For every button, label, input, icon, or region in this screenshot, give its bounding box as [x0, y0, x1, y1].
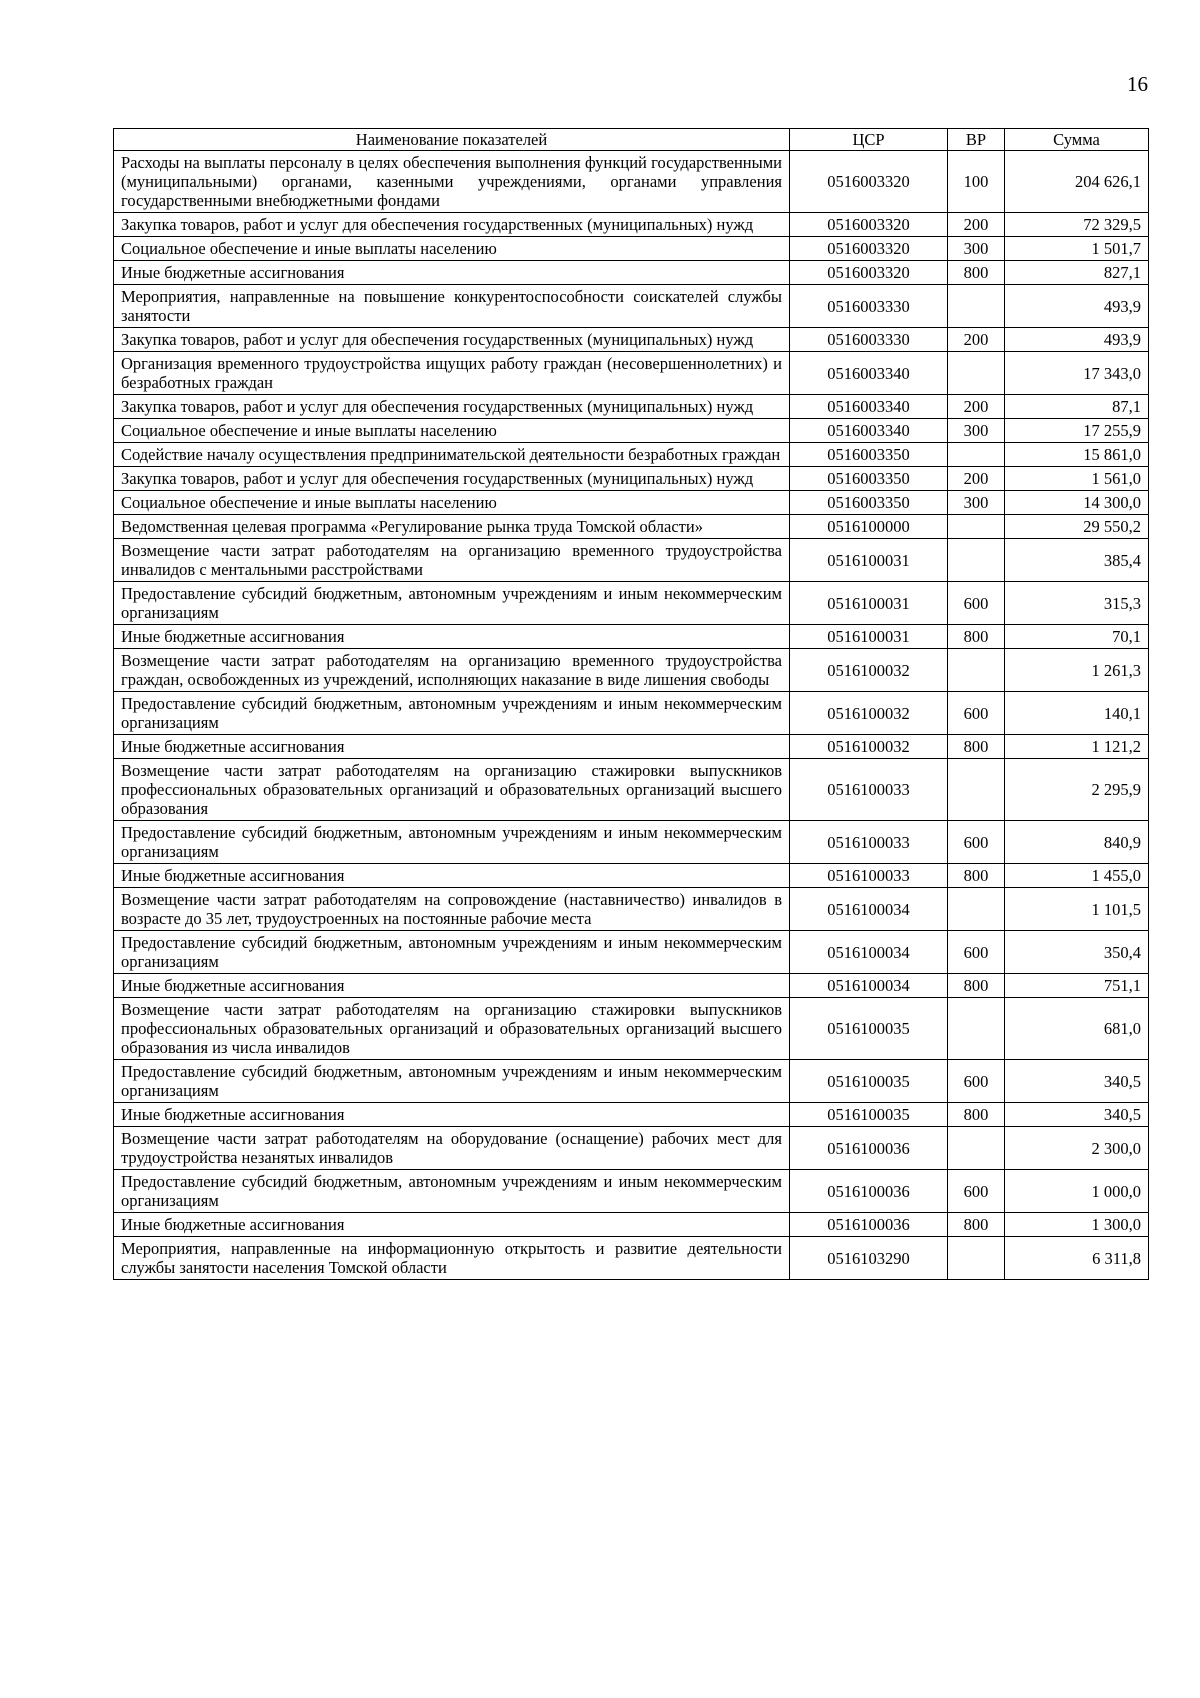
row-sum-cell: 29 550,2 — [1005, 515, 1149, 539]
row-csr-cell: 0516100035 — [790, 1103, 948, 1127]
row-csr-cell: 0516100036 — [790, 1170, 948, 1213]
row-name-cell: Предоставление субсидий бюджетным, автономным учреждениям и иным некоммерческим организациям — [114, 931, 790, 974]
row-vr-cell: 300 — [948, 237, 1005, 261]
row-vr-cell: 100 — [948, 151, 1005, 213]
row-vr-cell — [948, 285, 1005, 328]
table-row — [114, 352, 1149, 395]
row-sum-cell: 1 121,2 — [1005, 735, 1149, 759]
table-row — [114, 1060, 1149, 1103]
row-vr-cell — [948, 649, 1005, 692]
table-row — [114, 395, 1149, 419]
row-csr-cell: 0516100035 — [790, 998, 948, 1060]
row-sum-cell: 72 329,5 — [1005, 213, 1149, 237]
row-name-cell: Ведомственная целевая программа «Регулирование рынка труда Томской области» — [114, 515, 790, 539]
table-row — [114, 328, 1149, 352]
row-name-cell: Предоставление субсидий бюджетным, автономным учреждениям и иным некоммерческим организациям — [114, 821, 790, 864]
row-sum-cell: 493,9 — [1005, 328, 1149, 352]
row-name-cell: Иные бюджетные ассигнования — [114, 864, 790, 888]
row-sum-cell: 493,9 — [1005, 285, 1149, 328]
row-sum-cell: 204 626,1 — [1005, 151, 1149, 213]
row-vr-cell: 300 — [948, 491, 1005, 515]
row-sum-cell: 1 000,0 — [1005, 1170, 1149, 1213]
row-csr-cell: 0516103290 — [790, 1237, 948, 1280]
row-vr-cell: 800 — [948, 864, 1005, 888]
row-csr-cell: 0516100033 — [790, 864, 948, 888]
row-sum-cell: 385,4 — [1005, 539, 1149, 582]
table-row — [114, 998, 1149, 1060]
row-name-cell: Закупка товаров, работ и услуг для обеспечения государственных (муниципальных) нужд — [114, 328, 790, 352]
row-name-cell: Возмещение части затрат работодателям на оборудование (оснащение) рабочих мест для трудоустройства незанятых инвалидов — [114, 1127, 790, 1170]
row-name-cell: Предоставление субсидий бюджетным, автономным учреждениям и иным некоммерческим организациям — [114, 692, 790, 735]
table-row — [114, 1103, 1149, 1127]
table-row — [114, 1237, 1149, 1280]
row-csr-cell: 0516100034 — [790, 931, 948, 974]
row-csr-cell: 0516100036 — [790, 1127, 948, 1170]
row-csr-cell: 0516100036 — [790, 1213, 948, 1237]
row-name-cell: Мероприятия, направленные на информационную открытость и развитие деятельности службы занятости населения Томской области — [114, 1237, 790, 1280]
table-row — [114, 419, 1149, 443]
row-vr-cell — [948, 443, 1005, 467]
table-row — [114, 285, 1149, 328]
row-name-cell: Иные бюджетные ассигнования — [114, 1213, 790, 1237]
table-row — [114, 261, 1149, 285]
table-row — [114, 491, 1149, 515]
row-vr-cell: 600 — [948, 821, 1005, 864]
row-name-cell: Закупка товаров, работ и услуг для обеспечения государственных (муниципальных) нужд — [114, 213, 790, 237]
row-vr-cell: 600 — [948, 582, 1005, 625]
table-row — [114, 692, 1149, 735]
row-vr-cell — [948, 998, 1005, 1060]
row-vr-cell: 600 — [948, 692, 1005, 735]
row-name-cell: Возмещение части затрат работодателям на организацию временного трудоустройства граждан, освобожденных из учреждений, исполняющих наказание в виде лишения свободы — [114, 649, 790, 692]
table-row — [114, 625, 1149, 649]
row-name-cell: Социальное обеспечение и иные выплаты населению — [114, 237, 790, 261]
table-row — [114, 213, 1149, 237]
row-name-cell: Иные бюджетные ассигнования — [114, 974, 790, 998]
row-vr-cell: 200 — [948, 213, 1005, 237]
row-vr-cell: 600 — [948, 1170, 1005, 1213]
row-sum-cell: 1 261,3 — [1005, 649, 1149, 692]
row-sum-cell: 315,3 — [1005, 582, 1149, 625]
table-row — [114, 974, 1149, 998]
table-row — [114, 237, 1149, 261]
row-vr-cell: 800 — [948, 735, 1005, 759]
row-sum-cell: 681,0 — [1005, 998, 1149, 1060]
header-row — [114, 129, 1149, 151]
header-csr: ЦСР — [790, 129, 948, 151]
row-sum-cell: 340,5 — [1005, 1103, 1149, 1127]
row-vr-cell — [948, 1237, 1005, 1280]
header-sum: Сумма — [1005, 129, 1149, 151]
row-vr-cell — [948, 515, 1005, 539]
row-vr-cell: 800 — [948, 974, 1005, 998]
row-name-cell: Предоставление субсидий бюджетным, автономным учреждениям и иным некоммерческим организациям — [114, 1060, 790, 1103]
row-name-cell: Иные бюджетные ассигнования — [114, 735, 790, 759]
row-csr-cell: 0516003340 — [790, 352, 948, 395]
row-name-cell: Расходы на выплаты персоналу в целях обеспечения выполнения функций государственными (муниципальными) органами, казенными учреждениями, органами управления государственными внебюджетными фондами — [114, 151, 790, 213]
row-sum-cell: 340,5 — [1005, 1060, 1149, 1103]
table-row — [114, 515, 1149, 539]
row-vr-cell: 600 — [948, 1060, 1005, 1103]
row-vr-cell: 600 — [948, 931, 1005, 974]
row-sum-cell: 87,1 — [1005, 395, 1149, 419]
row-sum-cell: 1 561,0 — [1005, 467, 1149, 491]
row-csr-cell: 0516003350 — [790, 443, 948, 467]
row-name-cell: Предоставление субсидий бюджетным, автономным учреждениям и иным некоммерческим организациям — [114, 1170, 790, 1213]
header-vr: ВР — [948, 129, 1005, 151]
page-number: 16 — [1127, 72, 1148, 96]
table-row — [114, 864, 1149, 888]
row-name-cell: Иные бюджетные ассигнования — [114, 1103, 790, 1127]
row-name-cell: Социальное обеспечение и иные выплаты населению — [114, 491, 790, 515]
row-name-cell: Содействие началу осуществления предпринимательской деятельности безработных граждан — [114, 443, 790, 467]
row-name-cell: Возмещение части затрат работодателям на организацию временного трудоустройства инвалидов с ментальными расстройствами — [114, 539, 790, 582]
row-name-cell: Возмещение части затрат работодателям на организацию стажировки выпускников профессиональных образовательных организаций и образовательных организаций высшего образования из числа инвалидов — [114, 998, 790, 1060]
row-name-cell: Мероприятия, направленные на повышение конкурентоспособности соискателей службы занятости — [114, 285, 790, 328]
row-csr-cell: 0516100032 — [790, 735, 948, 759]
table-header — [114, 129, 1149, 151]
row-vr-cell: 200 — [948, 395, 1005, 419]
row-vr-cell: 200 — [948, 328, 1005, 352]
table-row — [114, 888, 1149, 931]
table-row — [114, 1213, 1149, 1237]
table-row — [114, 1170, 1149, 1213]
row-name-cell: Закупка товаров, работ и услуг для обеспечения государственных (муниципальных) нужд — [114, 467, 790, 491]
row-sum-cell: 2 295,9 — [1005, 759, 1149, 821]
header-name: Наименование показателей — [114, 129, 790, 151]
table-row — [114, 539, 1149, 582]
row-name-cell: Иные бюджетные ассигнования — [114, 625, 790, 649]
table-row — [114, 151, 1149, 213]
row-csr-cell: 0516003320 — [790, 151, 948, 213]
row-sum-cell: 751,1 — [1005, 974, 1149, 998]
row-sum-cell: 15 861,0 — [1005, 443, 1149, 467]
row-sum-cell: 1 455,0 — [1005, 864, 1149, 888]
row-sum-cell: 2 300,0 — [1005, 1127, 1149, 1170]
row-csr-cell: 0516003320 — [790, 213, 948, 237]
row-csr-cell: 0516100034 — [790, 974, 948, 998]
row-csr-cell: 0516003330 — [790, 328, 948, 352]
row-sum-cell: 350,4 — [1005, 931, 1149, 974]
budget-table — [113, 128, 1149, 1280]
row-csr-cell: 0516100034 — [790, 888, 948, 931]
row-csr-cell: 0516100031 — [790, 582, 948, 625]
row-name-cell: Организация временного трудоустройства ищущих работу граждан (несовершеннолетних) и безработных граждан — [114, 352, 790, 395]
table-row — [114, 735, 1149, 759]
row-csr-cell: 0516100000 — [790, 515, 948, 539]
table-row — [114, 582, 1149, 625]
row-name-cell: Предоставление субсидий бюджетным, автономным учреждениям и иным некоммерческим организациям — [114, 582, 790, 625]
row-csr-cell: 0516100032 — [790, 692, 948, 735]
row-sum-cell: 1 101,5 — [1005, 888, 1149, 931]
row-name-cell: Закупка товаров, работ и услуг для обеспечения государственных (муниципальных) нужд — [114, 395, 790, 419]
table-row — [114, 649, 1149, 692]
row-sum-cell: 1 501,7 — [1005, 237, 1149, 261]
row-csr-cell: 0516100033 — [790, 759, 948, 821]
row-sum-cell: 827,1 — [1005, 261, 1149, 285]
row-vr-cell — [948, 759, 1005, 821]
row-sum-cell: 70,1 — [1005, 625, 1149, 649]
row-name-cell: Возмещение части затрат работодателям на сопровождение (наставничество) инвалидов в возрасте до 35 лет, трудоустроенных на постоянные рабочие места — [114, 888, 790, 931]
row-csr-cell: 0516100032 — [790, 649, 948, 692]
table-row — [114, 443, 1149, 467]
row-csr-cell: 0516003350 — [790, 467, 948, 491]
table-row — [114, 931, 1149, 974]
row-name-cell: Социальное обеспечение и иные выплаты населению — [114, 419, 790, 443]
row-vr-cell: 800 — [948, 261, 1005, 285]
row-sum-cell: 1 300,0 — [1005, 1213, 1149, 1237]
row-csr-cell: 0516003320 — [790, 261, 948, 285]
table-row — [114, 1127, 1149, 1170]
row-csr-cell: 0516100035 — [790, 1060, 948, 1103]
table-body — [114, 151, 1149, 1280]
row-vr-cell: 300 — [948, 419, 1005, 443]
row-sum-cell: 140,1 — [1005, 692, 1149, 735]
row-vr-cell: 200 — [948, 467, 1005, 491]
row-sum-cell: 6 311,8 — [1005, 1237, 1149, 1280]
row-vr-cell: 800 — [948, 1103, 1005, 1127]
row-vr-cell — [948, 352, 1005, 395]
row-csr-cell: 0516003340 — [790, 419, 948, 443]
row-sum-cell: 14 300,0 — [1005, 491, 1149, 515]
row-name-cell: Возмещение части затрат работодателям на организацию стажировки выпускников профессиональных образовательных организаций и образовательных организаций высшего образования — [114, 759, 790, 821]
row-sum-cell: 840,9 — [1005, 821, 1149, 864]
row-csr-cell: 0516003330 — [790, 285, 948, 328]
row-vr-cell — [948, 1127, 1005, 1170]
row-name-cell: Иные бюджетные ассигнования — [114, 261, 790, 285]
row-csr-cell: 0516100033 — [790, 821, 948, 864]
row-vr-cell: 800 — [948, 1213, 1005, 1237]
row-vr-cell — [948, 539, 1005, 582]
row-csr-cell: 0516003350 — [790, 491, 948, 515]
row-csr-cell: 0516100031 — [790, 539, 948, 582]
row-csr-cell: 0516003320 — [790, 237, 948, 261]
row-vr-cell — [948, 888, 1005, 931]
row-csr-cell: 0516003340 — [790, 395, 948, 419]
row-sum-cell: 17 255,9 — [1005, 419, 1149, 443]
table-row — [114, 467, 1149, 491]
row-vr-cell: 800 — [948, 625, 1005, 649]
row-csr-cell: 0516100031 — [790, 625, 948, 649]
row-sum-cell: 17 343,0 — [1005, 352, 1149, 395]
table-row — [114, 821, 1149, 864]
table-row — [114, 759, 1149, 821]
